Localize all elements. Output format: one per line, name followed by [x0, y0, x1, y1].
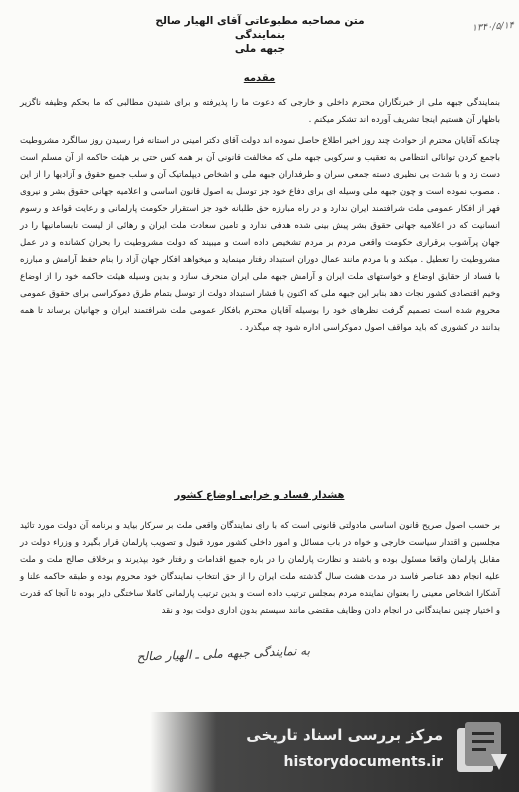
intro-heading: [0, 73, 519, 84]
intro-heading-text: مقدمه: [243, 73, 276, 84]
watermark-url: historydocuments.ir: [283, 754, 443, 770]
intro-body: [20, 95, 500, 341]
handwritten-signature: به نمایندگی جبهه ملی ـ الهیار صالح: [136, 643, 311, 664]
intro-paragraph: بنمایندگی جبهه ملی از خبرنگاران محترم داخلی و خارجی که دعوت ما را پذیرفته و برای شنیدن مطالبی که ما بحکم وظیفه ناگزیر باظهار آن هستیم اینجا تشریف آورده اند تشکر میکنم .: [20, 98, 500, 125]
archive-watermark: [150, 712, 519, 792]
handwritten-date: ۱۳۴۰/۵/۱۴: [471, 19, 515, 34]
points-heading: [0, 490, 519, 501]
points-heading-text: هشدار فساد و خرابی اوضاع کشور: [174, 490, 345, 501]
points-paragraph: بر حسب اصول صریح قانون اساسی مادولتی قانونی است که با رای نمایندگان واقعی ملت بر سرکار بیاید و برنامه آن دولت مورد تائید مجلسین و اقتدار سیاست خارجی و خواه در باب مسائل و امور داخلی کشور مورد قبول و تصویب پارلمان قرار بگیرد و وزراء دولت در مقابل پارلمان واقعا مسئول بوده و باشند و نظارت پارلمان را در باره جمیع اقدامات و رفتار خود بپذیرند و برخلاف صالح ملت و ملت علیه انجام دهد عناصر فاسد در مدت هشت سال گذشته ملت ایران را از حق انتخاب نمایندگان خود محروم بوده و طبقه حاکمه علنا و آشکارا اشخاص معینی را بعنوان نماینده مردم بمجلس ترتیب داده است و بدین ترتیب پارلمانی کاملا ساختگی دایر بوده تا آنجا که قدرت و اختیار چنین نمایندگانی در انجام دادن وظایف مقتضی مانند سیستم بدون اداری دولت بود و نقد: [20, 521, 500, 616]
document-title-line2: جبهه ملی: [234, 43, 286, 55]
intro-paragraph: چنانکه آقایان محترم از حوادث چند روز اخیر اطلاع حاصل نموده اند دولت آقای دکتر امینی در استانه فرا رسیدن روز سالگرد مشروطیت باجمع کردن توانائی انتظامی به تعقیب و سرکوبی جبهه ملی که مخالفت قانونی آن بر همه کس حتی بر هیئت حاکمه از آن مسلم است دست زد و با شدت بی نظیری دسته جمعی سران و طرفداران جبهه ملی و اشخاص دیپلماتیک آن و سلب جمیع حقوق و آزادیها را از این . مصوب نموده است و چون جبهه ملی وسیله ای برای دفاع خود جز توسل به اصول قانون اساسی و اعلامیه جهانی حقوق بشر و نیروی فهر از افکار عمومی ملت شرافتمند ایران ندارد و در راه مبارزه حق طلبانه خود جز استقرار حکومت پارلمانی و رعایت قواعد و رسوم انسانیت که در اعلامیه جهانی حقوق بشر پیش بینی شده هدفی ندارد و تامین سعادت ملت ایران و رهائی از لیست نابسامانیها را در جهان پرآشوب برقراری حکومت واقعی مردم بر مردم تشخیص داده است و میبیند که دولت مشروطیت را بحران کشانده و در عمل مشروطیت را تعطیل . میکند و با مردم مانند عمال دوران استبداد رفتار مینماید و میخواهد افکار جهان آزاد را بنام حفظ آرامش و مبارزه با فساد از حقایق اوضاع و خواستهای ملت ایران و آرامش جبهه ملی ایران منحرف سازد و بدین وسیله هیئت حاکمه خود را از اوضاع وخیم اقتصادی کشور نجات دهد بنابر این جبهه ملی که اکنون با فشار استبداد دولت از توسل بتمام طرق دموکراسی برای حقوق عمومی محروم شده است تصمیم گرفت نظرهای خود را بوسیله آقایان محترم بافکار عمومی ملت شرافتمند ایران و جهانیان برساند تا همه بدانند در کشوری که باید مواقف اصول دموکراسی اداره شود چه میگذرد .: [20, 136, 500, 333]
document-title: [140, 14, 380, 56]
watermark-title: مرکز بررسی اسناد تاریخی: [246, 726, 443, 744]
archive-logo-icon: [453, 718, 511, 776]
document-title-line1: متن مصاحبه مطبوعاتی آقای الهیار صالح بنمایندگی: [155, 15, 365, 41]
points-body: [20, 518, 500, 624]
